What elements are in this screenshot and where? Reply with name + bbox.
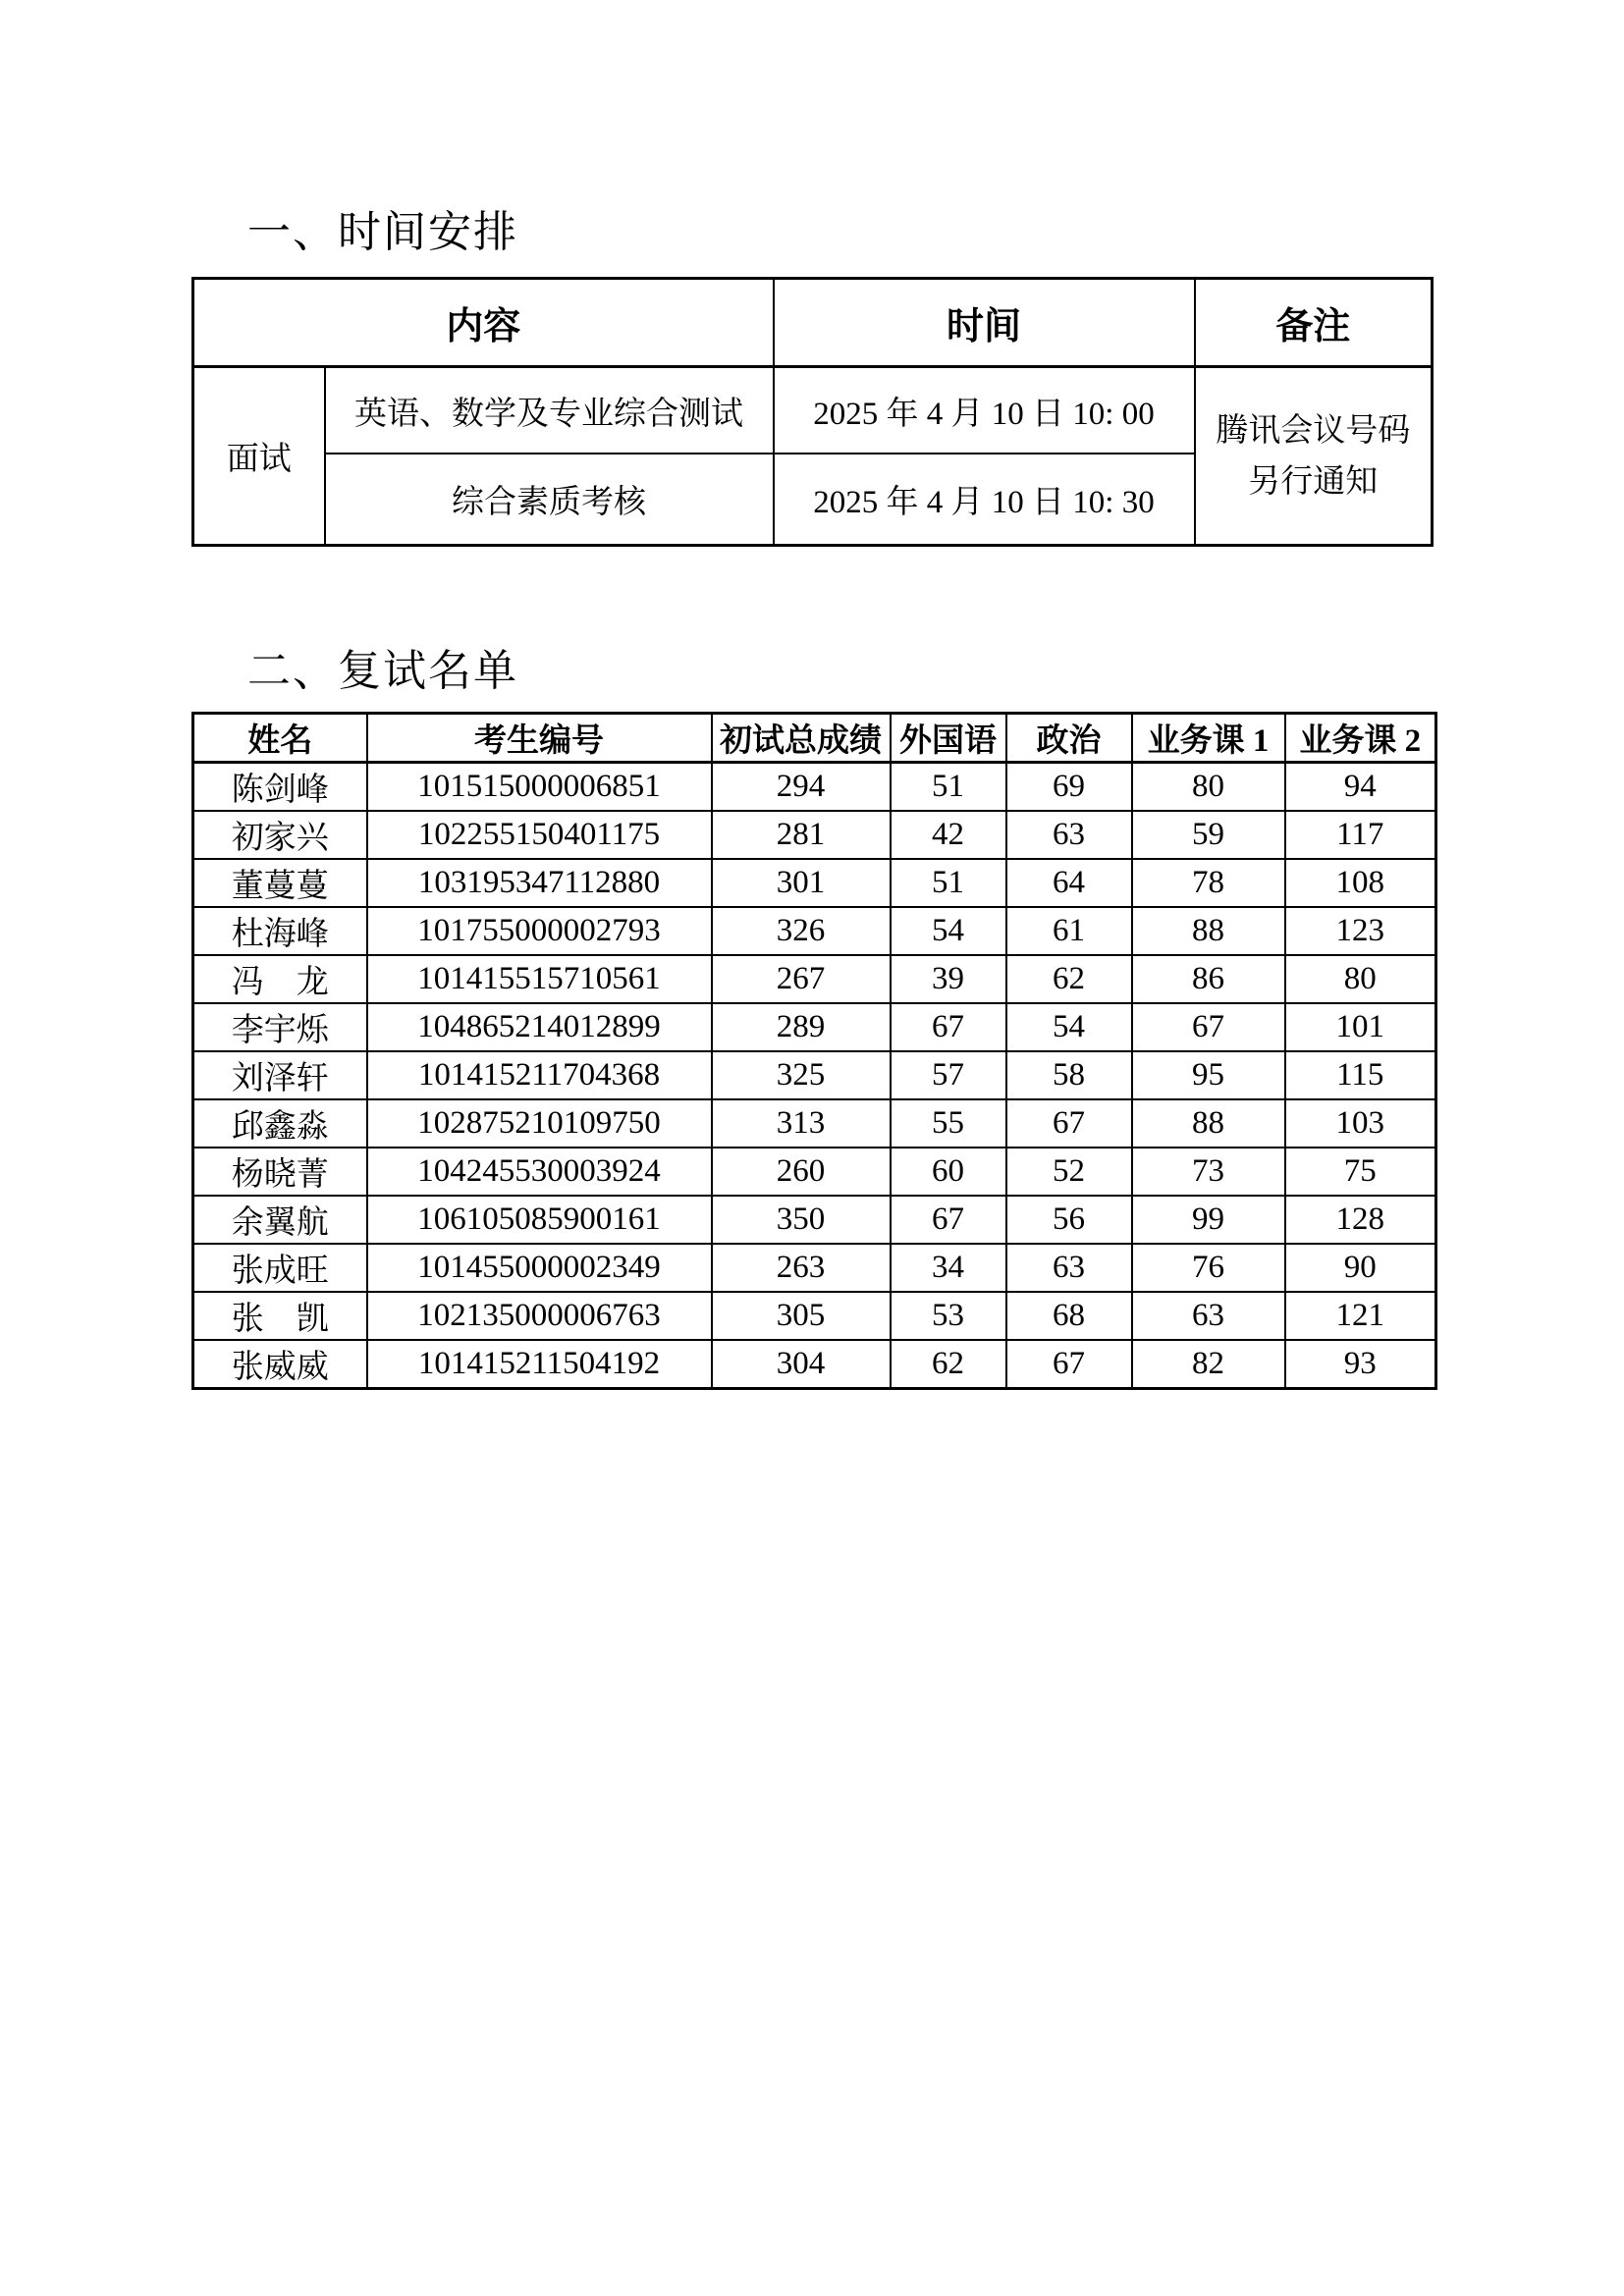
remark-text: 腾讯会议号码另行通知 (1216, 412, 1411, 500)
candidate-id-cell: 104865214012899 (367, 1003, 712, 1051)
course2-cell: 80 (1285, 955, 1436, 1003)
politics-cell: 52 (1006, 1148, 1132, 1196)
foreign-language-cell: 42 (891, 811, 1006, 859)
schedule-header-content: 内容 (193, 279, 774, 367)
total-score-cell: 304 (712, 1340, 891, 1389)
course1-cell: 86 (1132, 955, 1285, 1003)
roster-row (193, 955, 1436, 1003)
candidate-id-cell: 101415211504192 (367, 1340, 712, 1389)
candidate-id-cell: 101455000002349 (367, 1244, 712, 1292)
candidate-id-cell: 101415515710561 (367, 955, 712, 1003)
section2-heading: 二、复试名单 (247, 647, 518, 695)
foreign-language-cell: 34 (891, 1244, 1006, 1292)
total-score-cell: 313 (712, 1099, 891, 1148)
total-score-cell: 301 (712, 859, 891, 907)
course1-cell: 63 (1132, 1292, 1285, 1340)
roster-header-course1: 业务课 1 (1132, 714, 1285, 763)
total-score-cell: 305 (712, 1292, 891, 1340)
roster-row (193, 1051, 1436, 1099)
foreign-language-cell: 57 (891, 1051, 1006, 1099)
course2-cell: 101 (1285, 1003, 1436, 1051)
roster-row (193, 1003, 1436, 1051)
foreign-language-cell: 67 (891, 1003, 1006, 1051)
course1-cell: 73 (1132, 1148, 1285, 1196)
schedule-group-label-cell: 面试 (193, 367, 325, 546)
roster-header-total-score: 初试总成绩 (712, 714, 891, 763)
roster-row (193, 763, 1436, 812)
candidate-id-cell: 104245530003924 (367, 1148, 712, 1196)
schedule-header-time: 时间 (774, 279, 1195, 367)
candidate-id-cell: 101515000006851 (367, 763, 712, 812)
roster-header-course2: 业务课 2 (1285, 714, 1436, 763)
course1-cell: 78 (1132, 859, 1285, 907)
schedule-header-remark: 备注 (1195, 279, 1433, 367)
course2-cell: 128 (1285, 1196, 1436, 1244)
politics-cell: 62 (1006, 955, 1132, 1003)
roster-row (193, 1148, 1436, 1196)
course1-cell: 76 (1132, 1244, 1285, 1292)
course2-cell: 117 (1285, 811, 1436, 859)
total-score-cell: 267 (712, 955, 891, 1003)
roster-header-row (193, 714, 1436, 763)
candidate-id-cell: 102135000006763 (367, 1292, 712, 1340)
course2-cell: 121 (1285, 1292, 1436, 1340)
total-score-cell: 289 (712, 1003, 891, 1051)
schedule-table (191, 277, 1434, 547)
name-cell: 董蔓蔓 (193, 859, 367, 907)
name-cell: 张威威 (193, 1340, 367, 1389)
course2-cell: 93 (1285, 1340, 1436, 1389)
course2-cell: 108 (1285, 859, 1436, 907)
foreign-language-cell: 53 (891, 1292, 1006, 1340)
course2-cell: 75 (1285, 1148, 1436, 1196)
schedule-time-cell: 2025 年 4 月 10 日 10: 30 (774, 454, 1195, 546)
name-cell: 张成旺 (193, 1244, 367, 1292)
politics-cell: 61 (1006, 907, 1132, 955)
name-cell: 刘泽轩 (193, 1051, 367, 1099)
candidate-id-cell: 101415211704368 (367, 1051, 712, 1099)
total-score-cell: 326 (712, 907, 891, 955)
politics-cell: 54 (1006, 1003, 1132, 1051)
course2-cell: 90 (1285, 1244, 1436, 1292)
roster-header-politics: 政治 (1006, 714, 1132, 763)
schedule-time-cell: 2025 年 4 月 10 日 10: 00 (774, 367, 1195, 454)
course1-cell: 88 (1132, 907, 1285, 955)
roster-row (193, 1292, 1436, 1340)
roster-header-candidate-id: 考生编号 (367, 714, 712, 763)
politics-cell: 67 (1006, 1340, 1132, 1389)
total-score-cell: 260 (712, 1148, 891, 1196)
schedule-remark-cell (1195, 367, 1433, 546)
politics-cell: 64 (1006, 859, 1132, 907)
roster-row (193, 1099, 1436, 1148)
politics-cell: 67 (1006, 1099, 1132, 1148)
course2-cell: 94 (1285, 763, 1436, 812)
politics-cell: 63 (1006, 811, 1132, 859)
foreign-language-cell: 39 (891, 955, 1006, 1003)
candidate-id-cell: 102255150401175 (367, 811, 712, 859)
roster-row (193, 1196, 1436, 1244)
course1-cell: 82 (1132, 1340, 1285, 1389)
candidate-id-cell: 101755000002793 (367, 907, 712, 955)
schedule-header-row (193, 279, 1433, 367)
roster-row (193, 1340, 1436, 1389)
candidate-id-cell: 106105085900161 (367, 1196, 712, 1244)
total-score-cell: 281 (712, 811, 891, 859)
name-cell: 邱鑫淼 (193, 1099, 367, 1148)
name-cell: 杜海峰 (193, 907, 367, 955)
page-content (191, 0, 1435, 1390)
politics-cell: 68 (1006, 1292, 1132, 1340)
total-score-cell: 263 (712, 1244, 891, 1292)
foreign-language-cell: 62 (891, 1340, 1006, 1389)
foreign-language-cell: 55 (891, 1099, 1006, 1148)
politics-cell: 63 (1006, 1244, 1132, 1292)
total-score-cell: 294 (712, 763, 891, 812)
foreign-language-cell: 51 (891, 763, 1006, 812)
course2-cell: 103 (1285, 1099, 1436, 1148)
politics-cell: 69 (1006, 763, 1132, 812)
course1-cell: 59 (1132, 811, 1285, 859)
foreign-language-cell: 60 (891, 1148, 1006, 1196)
schedule-content-cell: 英语、数学及专业综合测试 (325, 367, 774, 454)
course2-cell: 123 (1285, 907, 1436, 955)
roster-row (193, 859, 1436, 907)
name-cell: 冯 龙 (193, 955, 367, 1003)
total-score-cell: 325 (712, 1051, 891, 1099)
foreign-language-cell: 67 (891, 1196, 1006, 1244)
schedule-content-cell: 综合素质考核 (325, 454, 774, 546)
course1-cell: 99 (1132, 1196, 1285, 1244)
name-cell: 李宇烁 (193, 1003, 367, 1051)
roster-table (191, 712, 1437, 1390)
candidate-id-cell: 103195347112880 (367, 859, 712, 907)
roster-header-name: 姓名 (193, 714, 367, 763)
roster-header-foreign-language: 外国语 (891, 714, 1006, 763)
total-score-cell: 350 (712, 1196, 891, 1244)
foreign-language-cell: 54 (891, 907, 1006, 955)
roster-row (193, 907, 1436, 955)
name-cell: 张 凯 (193, 1292, 367, 1340)
roster-row (193, 811, 1436, 859)
course1-cell: 67 (1132, 1003, 1285, 1051)
course2-cell: 115 (1285, 1051, 1436, 1099)
name-cell: 杨晓菁 (193, 1148, 367, 1196)
course1-cell: 80 (1132, 763, 1285, 812)
candidate-id-cell: 102875210109750 (367, 1099, 712, 1148)
name-cell: 余翼航 (193, 1196, 367, 1244)
course1-cell: 95 (1132, 1051, 1285, 1099)
name-cell: 陈剑峰 (193, 763, 367, 812)
foreign-language-cell: 51 (891, 859, 1006, 907)
politics-cell: 58 (1006, 1051, 1132, 1099)
roster-row (193, 1244, 1436, 1292)
schedule-row (193, 367, 1433, 454)
course1-cell: 88 (1132, 1099, 1285, 1148)
politics-cell: 56 (1006, 1196, 1132, 1244)
section1-heading: 一、时间安排 (247, 208, 518, 256)
name-cell: 初家兴 (193, 811, 367, 859)
